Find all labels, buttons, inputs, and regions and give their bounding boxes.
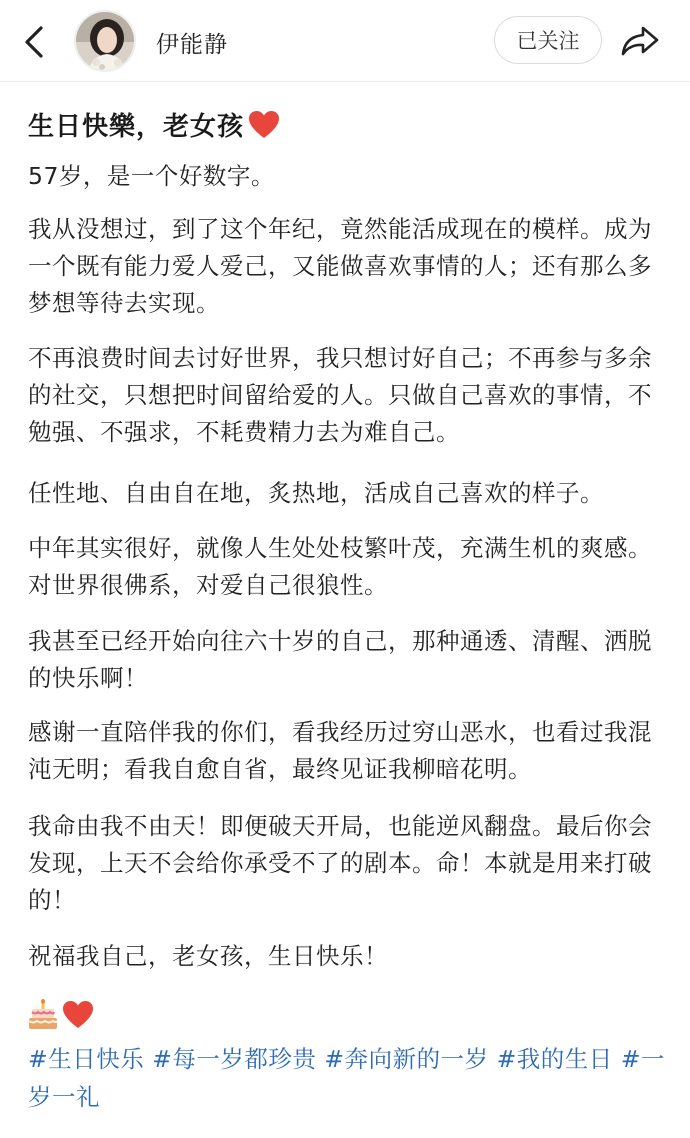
hashtag-link[interactable]: #我的生日 (496, 1045, 613, 1073)
emoji-row (28, 996, 94, 1034)
post-paragraph: 57岁，是一个好数字。 (28, 162, 275, 190)
post-paragraph: 不再浪费时间去讨好世界，我只想讨好自己；不再参与多余的社交，只想把时间留给爱的人。只做自己喜欢的事情，不勉强、不强求，不耗费精力去为难自己。 (28, 344, 652, 446)
chevron-left-icon (23, 25, 45, 59)
post-title (28, 106, 280, 143)
hashtag-list (28, 1040, 668, 1116)
birthday-cake-icon (28, 999, 58, 1031)
share-arrow-icon (620, 25, 660, 57)
avatar-image (76, 12, 136, 72)
hashtag-link[interactable]: #每一岁都珍贵 (152, 1045, 317, 1073)
post-paragraph: 我甚至已经开始向往六十岁的自己，那种通透、清醒、洒脱的快乐啊！ (28, 627, 652, 692)
red-heart-icon (248, 110, 280, 140)
post-paragraph: 我从没想过，到了这个年纪，竟然能活成现在的模样。成为一个既有能力爱人爱己，又能做喜欢事情的人；还有那么多梦想等待去实现。 (28, 215, 652, 317)
share-button[interactable] (616, 20, 664, 62)
hashtag-link[interactable]: #一岁一礼 (28, 1045, 666, 1111)
post-paragraph: 感谢一直陪伴我的你们，看我经历过穷山恶水，也看过我混沌无明；看我自愈自省，最终见证我柳暗花明。 (28, 718, 652, 783)
avatar[interactable] (74, 10, 136, 72)
post-paragraph: 我命由我不由天！即便破天开局，也能逆风翻盘。最后你会发现，上天不会给你承受不了的剧本。命！本就是用来打破的！ (28, 812, 652, 914)
post-title-text: 生日快樂，老女孩 (28, 112, 245, 142)
post-paragraph: 祝福我自己，老女孩，生日快乐！ (28, 942, 388, 970)
back-button[interactable] (14, 22, 54, 62)
username[interactable]: 伊能静 (156, 32, 228, 58)
following-button[interactable]: 已关注 (494, 16, 602, 64)
hashtag-link[interactable]: #生日快乐 (28, 1045, 145, 1073)
red-heart-icon (62, 1000, 94, 1030)
post-paragraph: 中年其实很好，就像人生处处枝繁叶茂，充满生机的爽感。对世界很佛系，对爱自己很狼性。 (28, 534, 652, 599)
post-paragraph: 任性地、自由自在地，炙热地，活成自己喜欢的样子。 (28, 479, 604, 507)
hashtag-link[interactable]: #奔向新的一岁 (324, 1045, 489, 1073)
top-bar (0, 0, 690, 82)
